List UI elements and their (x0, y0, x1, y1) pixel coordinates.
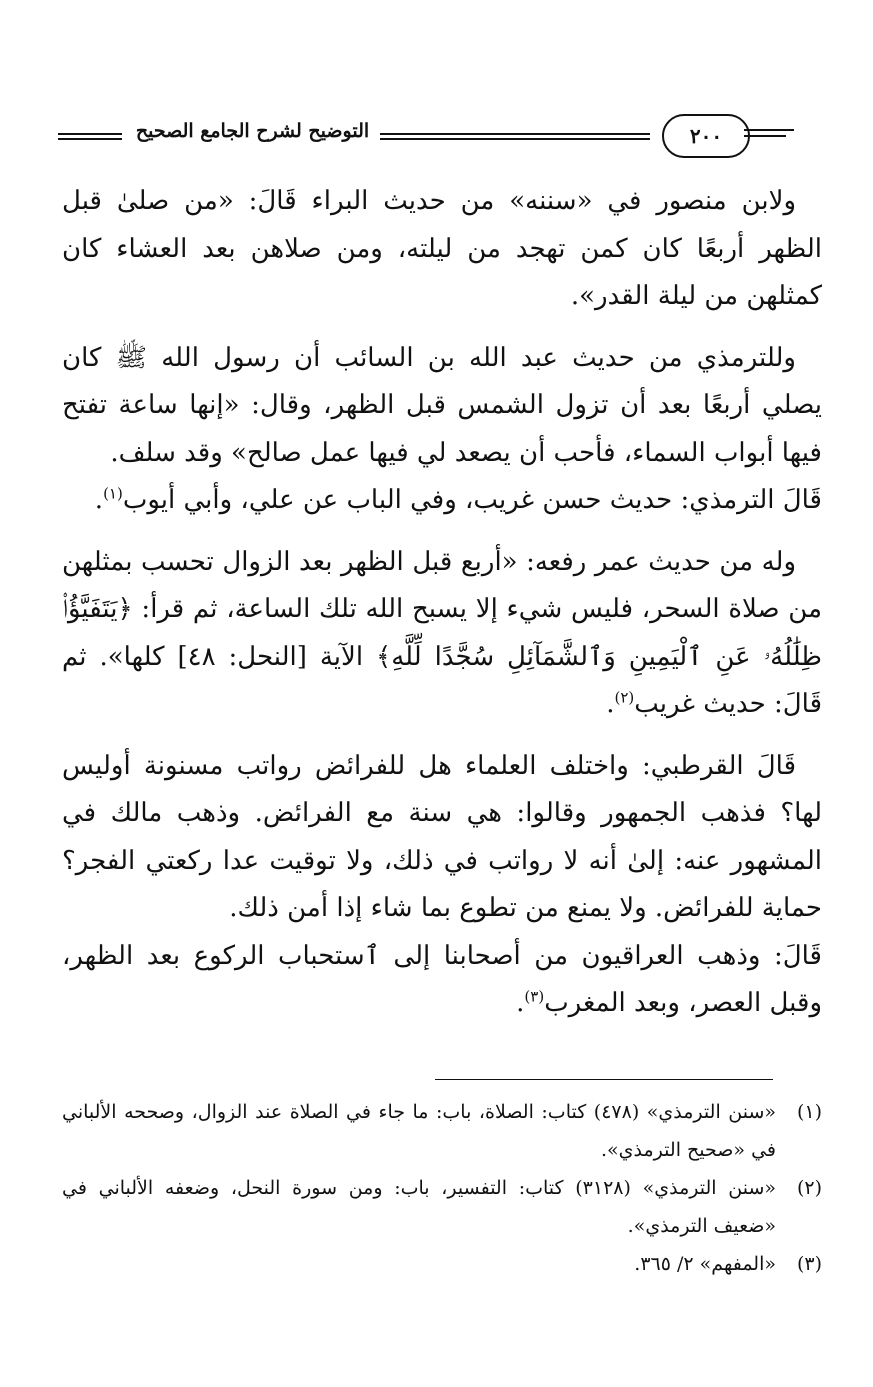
main-text (62, 178, 822, 1042)
footnote-text: «سنن الترمذي» (٣١٢٨) كتاب: التفسير، باب: ومن سورة النحل، وضعفه الألباني في «ضعيف الترمذي». (62, 1177, 776, 1237)
paragraph: ولابن منصور في «سننه» من حديث البراء قَالَ: «من صلىٰ قبل الظهر أربعًا كان كمن تهجد من ليلته، ومن صلاهن بعد العشاء كان كمثلهن من ليلة القدر». (62, 186, 822, 311)
page-number: ٢٠٠ (662, 114, 750, 158)
paragraph: قَالَ الترمذي: حديث حسن غريب، وفي الباب عن علي، وأبي أيوب$^{(١)}$. (94, 484, 822, 515)
footnote (62, 1093, 822, 1169)
footnote-ref: (١) (103, 484, 123, 503)
paragraph: وله من حديث عمر رفعه: «أربع قبل الظهر بعد الزوال تحسب بمثلهن من صلاة السحر، فليس شيء إلا يسبح الله تلك الساعة، ثم قرأ: ﴿يَتَفَيَّؤُا۟ ظِلَٰلُهُۥ عَنِ ٱلْيَمِينِ وَٱلشَّمَآئِلِ سُجَّدًا لِّلَّهِ﴾ الآية [النحل: ٤٨] كلها». ثم قَالَ: حديث غريب$^{(٢)}$. (62, 546, 822, 719)
header-rule-left (58, 133, 122, 135)
paragraph: قَالَ: وذهب العراقيون من أصحابنا إلى ٱستحباب الركوع بعد الظهر، وقبل العصر، وبعد المغرب$^{(٣)}$. (62, 940, 822, 1018)
footnote-ref: (٢) (614, 688, 635, 707)
footnote-ref: (٣) (524, 987, 545, 1006)
footnote-text: «المفهم» ٢/ ٣٦٥. (634, 1253, 776, 1275)
footnote-separator (435, 1079, 773, 1080)
header-rule-middle (380, 133, 650, 135)
footnote-number: (١) (796, 1101, 822, 1123)
page-header (50, 112, 790, 162)
running-title: التوضيح لشرح الجامع الصحيح (135, 120, 370, 142)
footnote-text: «سنن الترمذي» (٤٧٨) كتاب: الصلاة، باب: ما جاء في الصلاة عند الزوال، وصححه الألباني في «صحيح الترمذي». (62, 1101, 776, 1161)
footnote (62, 1245, 822, 1283)
footnotes (62, 1093, 822, 1283)
footnote-number: (٢) (796, 1177, 822, 1199)
paragraph: وللترمذي من حديث عبد الله بن السائب أن رسول الله ﷺ كان يصلي أربعًا بعد أن تزول الشمس قبل الظهر، وقال: «إنها ساعة تفتح فيها أبواب السماء، فأحب أن يصعد لي فيها عمل صالح» وقد سلف. (62, 342, 822, 468)
header-ornament (744, 129, 794, 139)
paragraph: قَالَ القرطبي: واختلف العلماء هل للفرائض رواتب مسنونة أوليس لها؟ فذهب الجمهور وقالوا: هي سنة مع الفرائض. وذهب مالك في المشهور عنه: إلىٰ أنه لا رواتب في ذلك، ولا توقيت عدا ركعتي الفجر؟ حماية للفرائض. ولا يمنع من تطوع بما شاء إذا أمن ذلك. (62, 750, 822, 923)
footnote (62, 1169, 822, 1245)
footnote-number: (٣) (796, 1253, 822, 1275)
